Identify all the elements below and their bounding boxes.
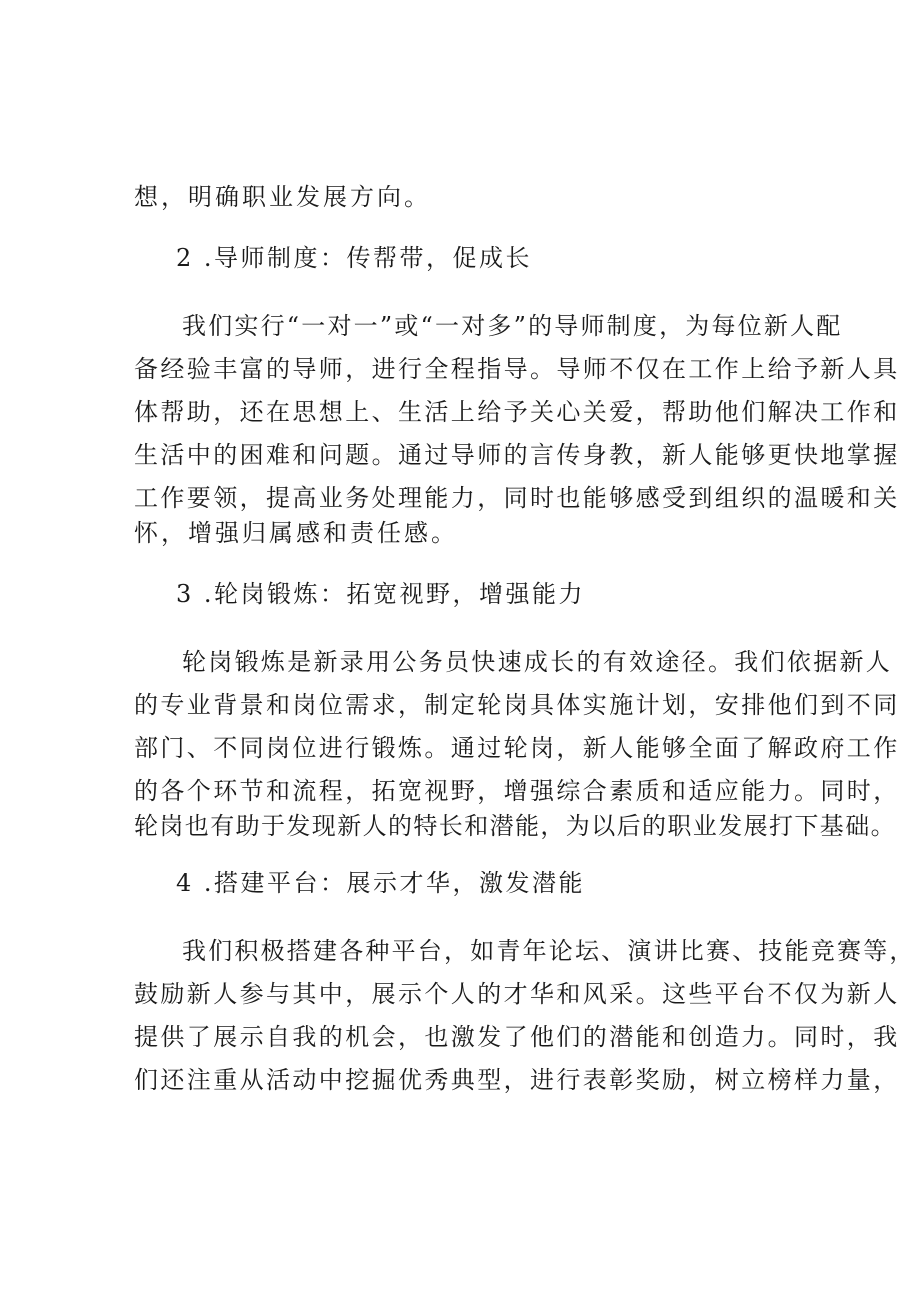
paragraph-line: 想，明确职业发展方向。 — [134, 183, 431, 211]
paragraph-line: 鼓励新人参与其中，展示个人的才华和风采。这些平台不仅为新人 — [134, 980, 900, 1008]
paragraph-line: 体帮助，还在思想上、生活上给予关心关爱，帮助他们解决工作和 — [134, 398, 900, 426]
paragraph-line: 我们实行“一对一”或“一对多”的导师制度，为每位新人配 — [182, 312, 843, 340]
section-heading-2: 2 .导师制度：传帮带，促成长 — [176, 244, 533, 272]
section-heading-3: 3 .轮岗锻炼：拓宽视野，增强能力 — [176, 580, 586, 608]
paragraph-line: 们还注重从活动中挖掘优秀典型，进行表彰奖励，树立榜样力量， — [134, 1066, 900, 1094]
paragraph-line: 工作要领，提高业务处理能力，同时也能够感受到组织的温暖和关 — [134, 484, 900, 512]
paragraph-line: 我们积极搭建各种平台，如青年论坛、演讲比赛、技能竞赛等， — [182, 937, 916, 965]
section-heading-4: 4 .搭建平台：展示才华，激发潜能 — [176, 869, 586, 897]
paragraph-line: 怀，增强归属感和责任感。 — [134, 519, 458, 547]
paragraph-line: 生活中的困难和问题。通过导师的言传身教，新人能够更快地掌握 — [134, 441, 900, 469]
paragraph-line: 提供了展示自我的机会，也激发了他们的潜能和创造力。同时，我 — [134, 1023, 900, 1051]
paragraph-line: 部门、不同岗位进行锻炼。通过轮岗，新人能够全面了解政府工作 — [134, 734, 900, 762]
paragraph-line: 的专业背景和岗位需求，制定轮岗具体实施计划，安排他们到不同 — [134, 691, 900, 719]
paragraph-line: 轮岗锻炼是新录用公务员快速成长的有效途径。我们依据新人 — [182, 648, 893, 676]
paragraph-line: 备经验丰富的导师，进行全程指导。导师不仅在工作上给予新人具 — [134, 355, 900, 383]
paragraph-line: 轮岗也有助于发现新人的特长和潜能，为以后的职业发展打下基础。 — [134, 812, 896, 840]
paragraph-line: 的各个环节和流程，拓宽视野，增强综合素质和适应能力。同时， — [134, 777, 900, 805]
